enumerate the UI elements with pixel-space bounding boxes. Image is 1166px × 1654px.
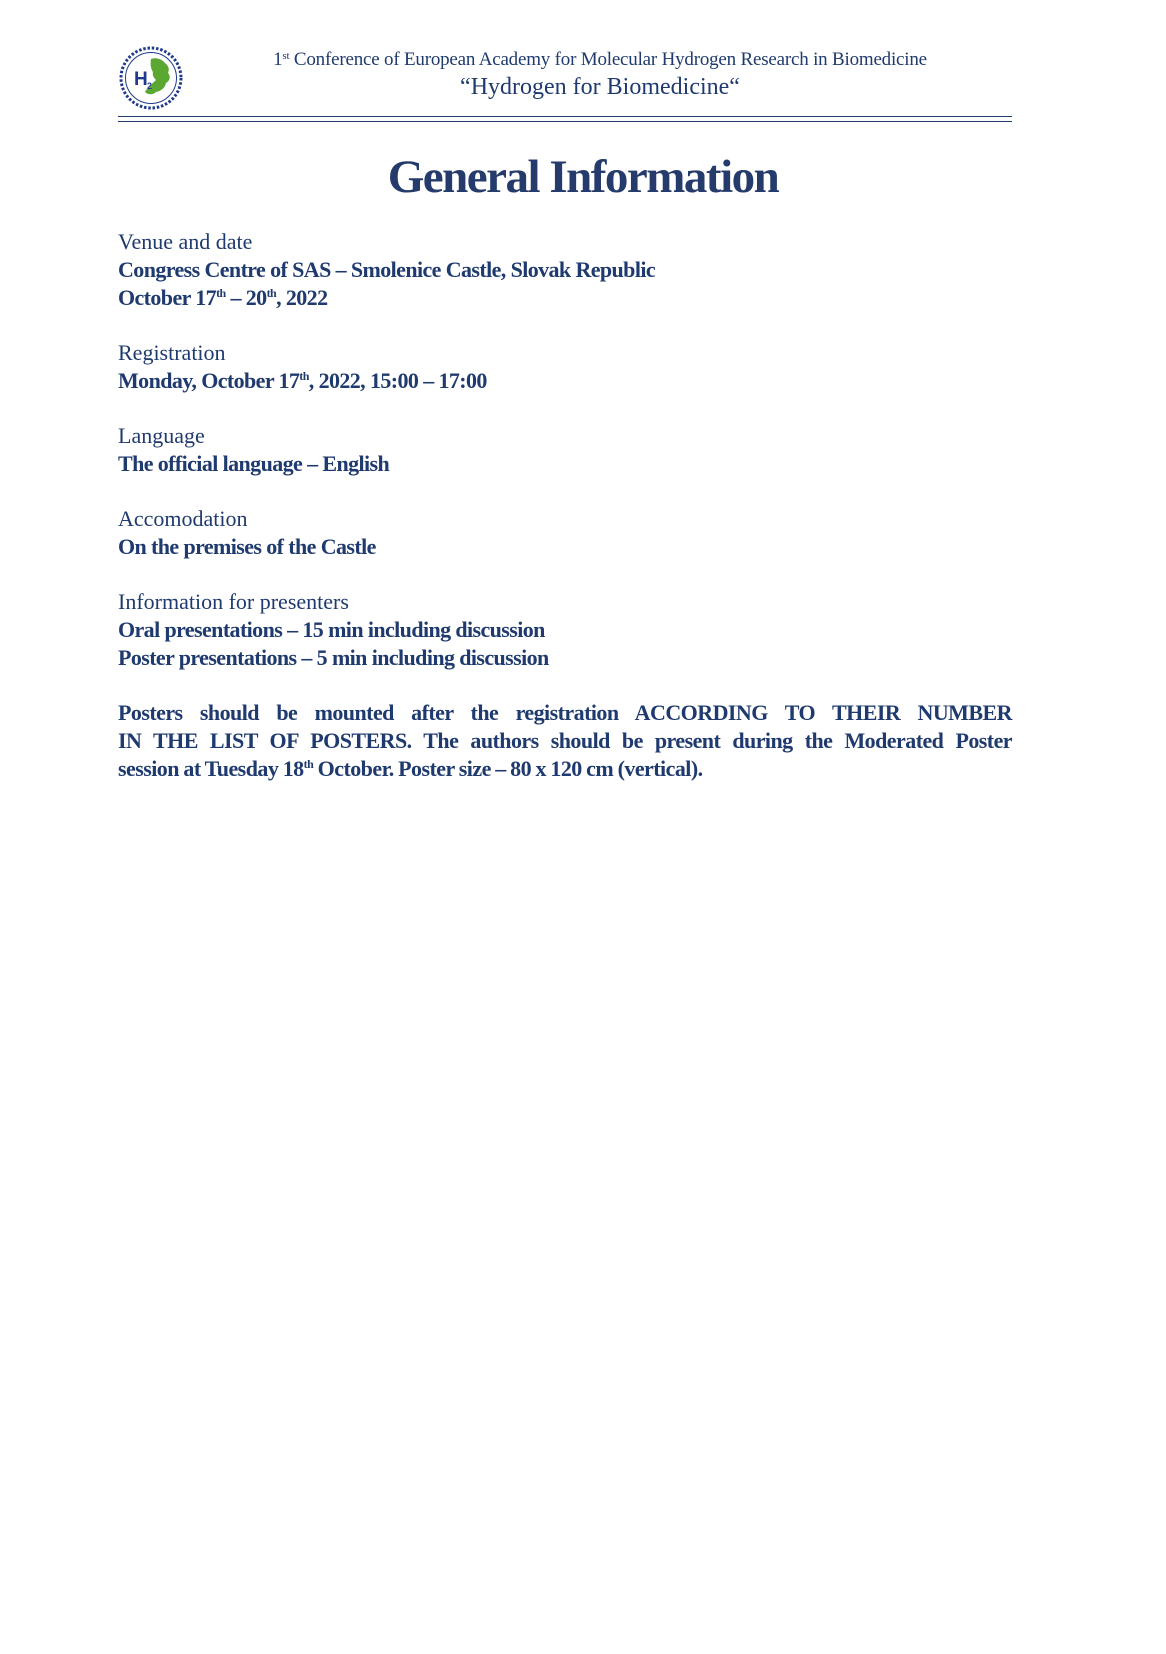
conference-ordinal: 1	[273, 49, 283, 70]
venue-date	[118, 284, 1012, 312]
presenters-label: Information for presenters	[118, 589, 349, 614]
conference-ordinal-suffix: st	[282, 50, 290, 62]
registration-section	[118, 339, 1012, 395]
header-text	[188, 48, 1012, 102]
venue-date-sup-end: th	[266, 286, 277, 300]
posters-note-line-2: IN THE LIST OF POSTERS. The authors should be present during the Moderated Poster	[118, 728, 1012, 753]
registration-date: Monday, October 17	[118, 368, 300, 393]
posters-note-line-3	[118, 755, 1012, 783]
venue-label: Venue and date	[118, 229, 253, 254]
accommodation-value: On the premises of the Castle	[118, 534, 376, 559]
conference-name-line	[188, 48, 1012, 72]
posters-note	[118, 699, 1012, 783]
presenters-section	[118, 588, 1012, 672]
poster-presentations: Poster presentations – 5 min including discussion	[118, 645, 549, 670]
header-divider	[118, 116, 1012, 122]
page-title: General Information	[387, 151, 779, 203]
language-section	[118, 422, 1012, 478]
document-header	[118, 40, 1012, 118]
posters-note-line-1: Posters should be mounted after the registration ACCORDING TO THEIR NUMBER	[118, 700, 1012, 725]
registration-time: , 2022, 15:00 – 17:00	[308, 368, 487, 393]
venue-date-end: – 20	[225, 285, 267, 310]
venue-section	[118, 228, 1012, 312]
accommodation-section	[118, 505, 1012, 561]
venue-place: Congress Centre of SAS – Smolenice Castle, Slovak Republic	[118, 257, 656, 282]
venue-date-start: October 17	[118, 285, 217, 310]
posters-note-size: October. Poster size – 80 x 120 cm (vertical).	[313, 756, 703, 781]
posters-note-session: session at Tuesday 18	[118, 756, 304, 781]
language-value: The official language – English	[118, 451, 390, 476]
conference-name: Conference of European Academy for Molecular Hydrogen Research in Biomedicine	[293, 49, 927, 70]
conference-subtitle: “Hydrogen for Biomedicine“	[460, 74, 740, 100]
language-label: Language	[118, 423, 205, 448]
logo-letter: H	[134, 69, 148, 90]
conference-logo	[118, 45, 184, 111]
accommodation-label: Accomodation	[118, 506, 248, 531]
info-content	[118, 228, 1012, 783]
venue-date-sup-start: th	[216, 286, 226, 300]
venue-date-year: , 2022	[276, 285, 328, 310]
oral-presentations: Oral presentations – 15 min including discussion	[118, 617, 545, 642]
logo-subscript: 2	[147, 81, 153, 91]
posters-note-sup: th	[303, 757, 314, 771]
registration-date-sup: th	[299, 369, 309, 383]
registration-label: Registration	[118, 340, 226, 365]
registration-value	[118, 367, 1012, 395]
